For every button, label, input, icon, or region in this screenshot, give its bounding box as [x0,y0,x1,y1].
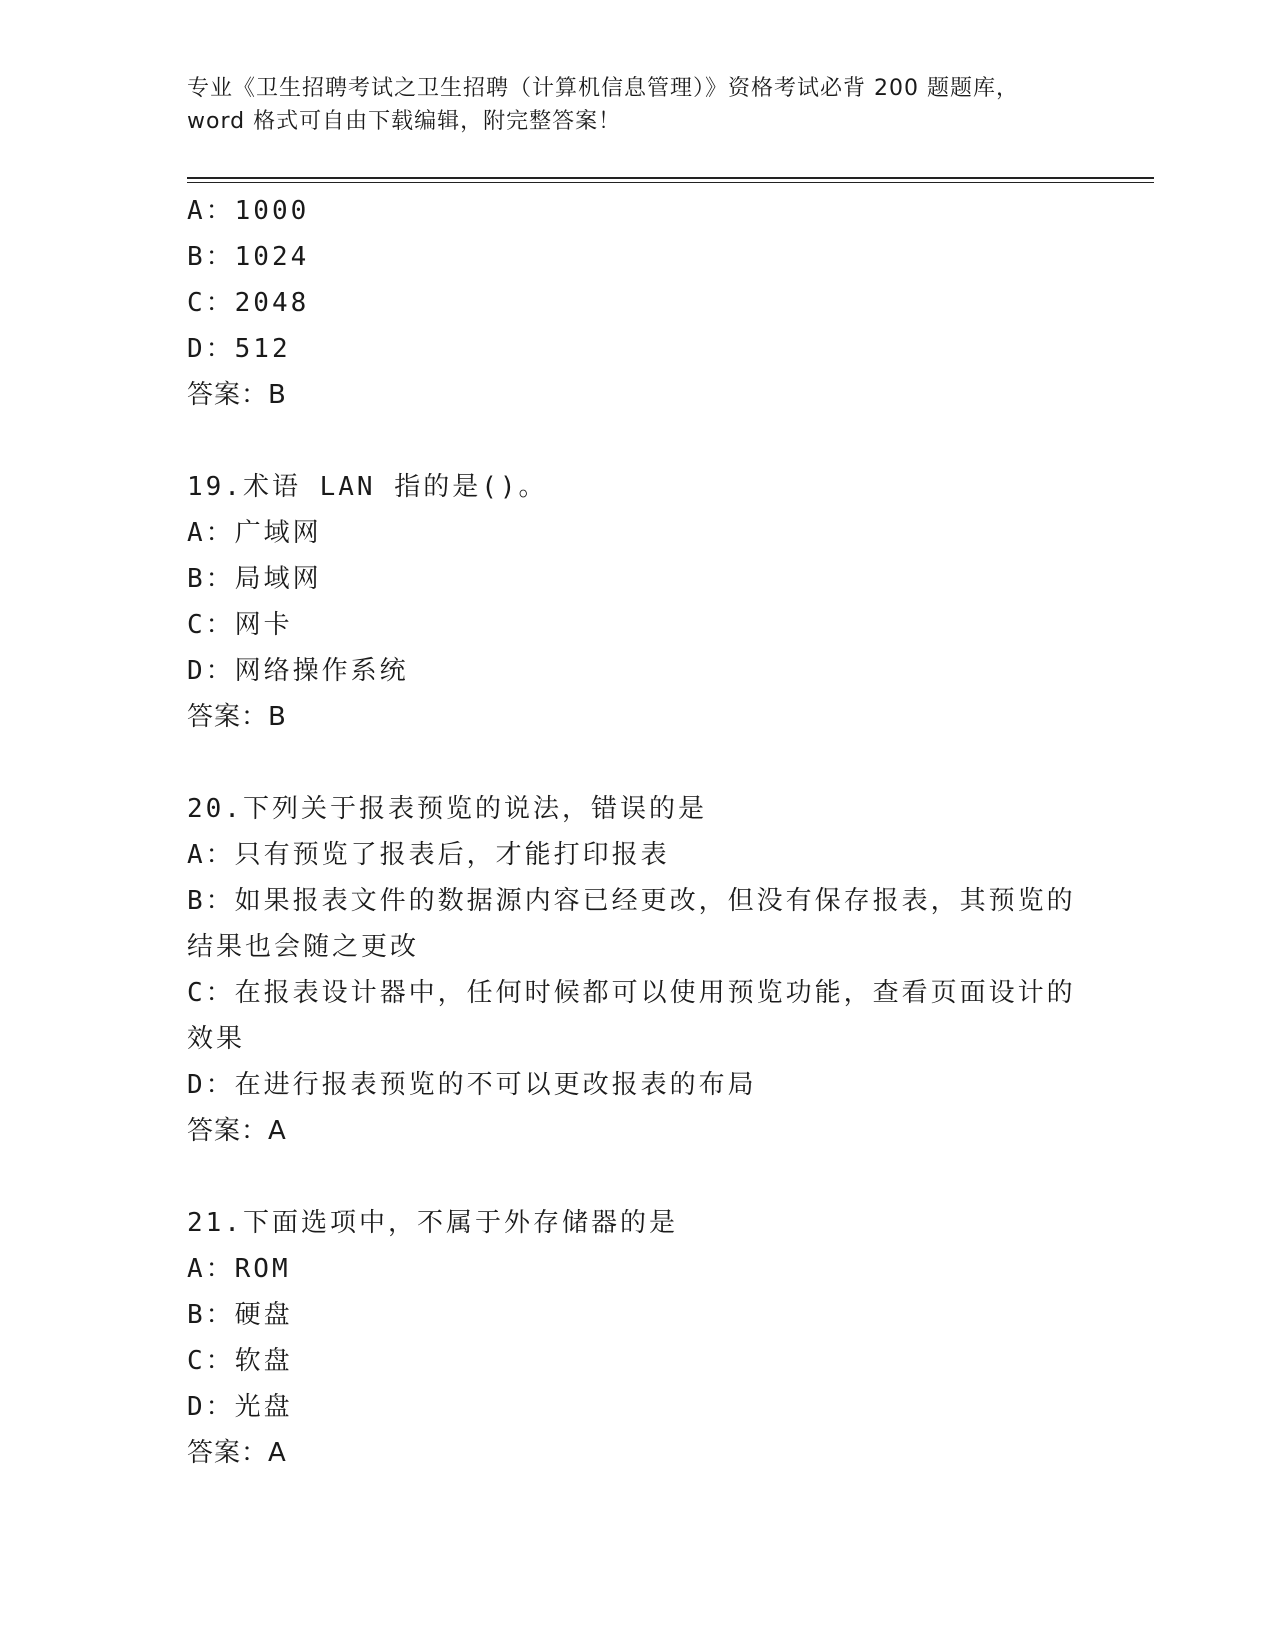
option-c: C：网卡 [187,610,293,640]
option-d: D：光盘 [187,1392,293,1422]
header-divider-thick [187,177,1154,179]
question-stem: 21.下面选项中，不属于外存储器的是 [187,1208,678,1238]
header-divider-thin [187,182,1154,183]
spacer [187,1154,1087,1200]
question-21 [187,1200,1087,1476]
option-b: B：1024 [187,242,310,272]
document-header [187,72,1087,138]
option-a: A：广域网 [187,518,322,548]
spacer [187,740,1087,786]
option-a: A：ROM [187,1254,291,1284]
answer-line: 答案：B [187,702,287,732]
option-d: D：网络操作系统 [187,656,409,686]
question-19 [187,464,1087,740]
header-title-line-2: word 格式可自由下载编辑，附完整答案！ [187,109,622,134]
answer-line: 答案：A [187,1116,287,1146]
question-stem: 20.下列关于报表预览的说法，错误的是 [187,794,707,824]
spacer [187,418,1087,464]
option-c: C：2048 [187,288,310,318]
option-b: B：硬盘 [187,1300,293,1330]
answer-line: 答案：B [187,380,287,410]
option-c: C：在报表设计器中，任何时候都可以使用预览功能，查看页面设计的 [187,978,1076,1008]
option-d: D：在进行报表预览的不可以更改报表的布局 [187,1070,757,1100]
option-a: A：只有预览了报表后，才能打印报表 [187,840,670,870]
question-18-continued [187,188,1087,418]
option-a: A：1000 [187,196,310,226]
question-list [187,188,1087,1476]
question-stem: 19.术语 LAN 指的是()。 [187,472,548,502]
option-b: B：如果报表文件的数据源内容已经更改，但没有保存报表，其预览的 [187,886,1076,916]
option-b-continued: 结果也会随之更改 [187,932,420,962]
question-20 [187,786,1087,1154]
option-b: B：局域网 [187,564,322,594]
option-d: D：512 [187,334,291,364]
answer-line: 答案：A [187,1438,287,1468]
option-c: C：软盘 [187,1346,293,1376]
option-c-continued: 效果 [187,1024,246,1054]
header-title-line-1: 专业《卫生招聘考试之卫生招聘（计算机信息管理）》资格考试必背 200 题题库， [187,76,1019,101]
